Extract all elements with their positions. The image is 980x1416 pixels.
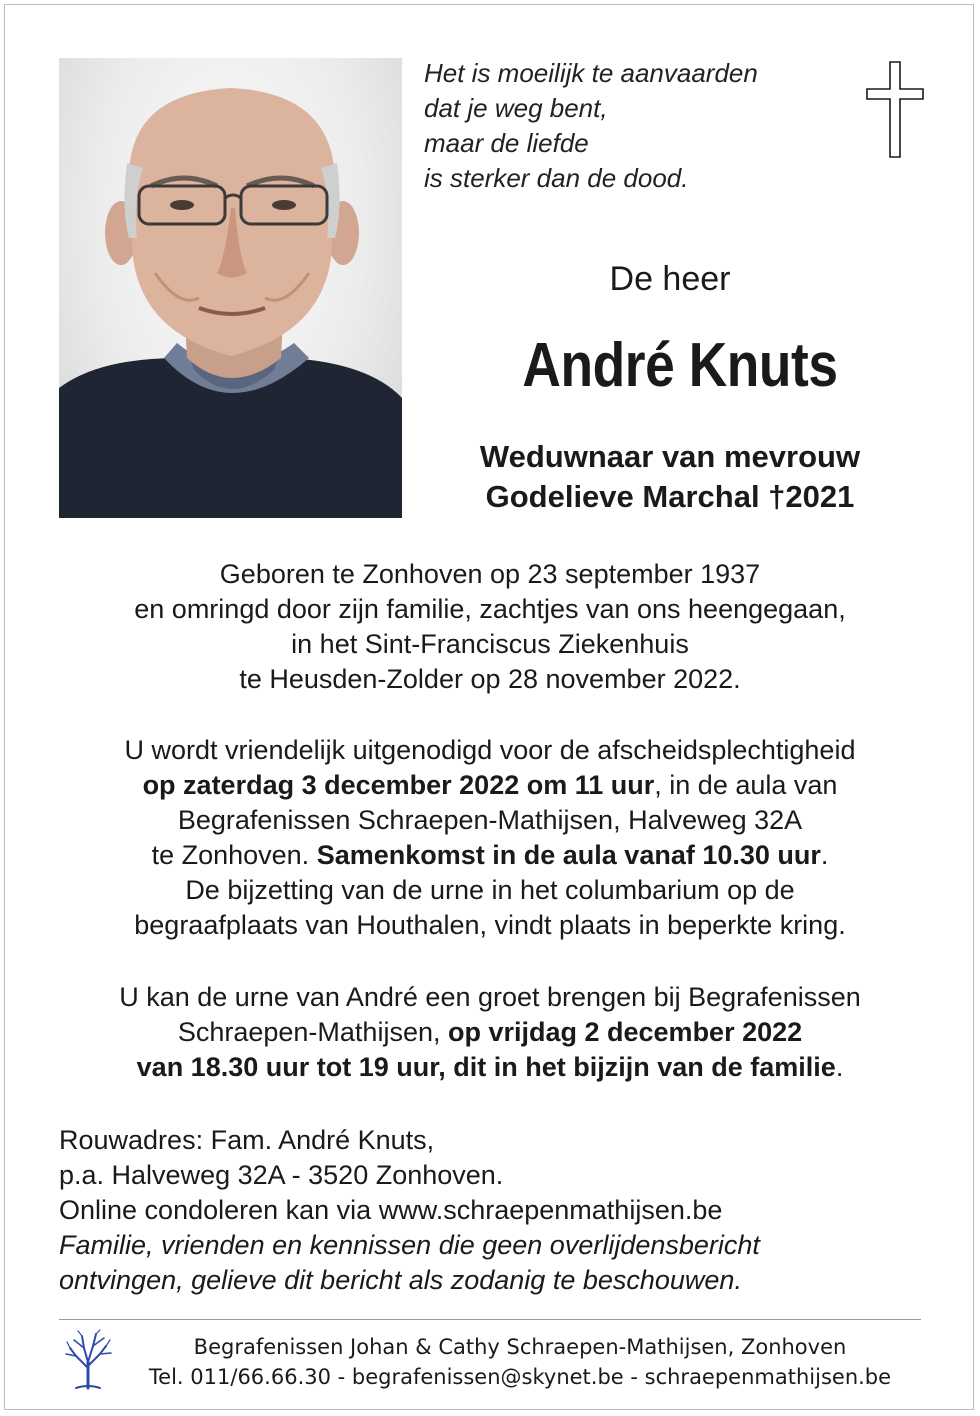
cross-icon [866, 61, 924, 158]
ceremony-info [20, 733, 960, 943]
ceremony-text: . [820, 840, 829, 870]
ceremony-line: U wordt vriendelijk uitgenodigd voor de afscheidsplechtigheid [124, 735, 856, 765]
address-line: Rouwadres: Fam. André Knuts, [59, 1125, 435, 1155]
ceremony-line: Begrafenissen Schraepen-Mathijsen, Halveweg 32A [177, 805, 803, 835]
birth-death-info [20, 557, 960, 697]
notice-line: ontvingen, gelieve dit bericht als zodanig te beschouwen. [59, 1265, 742, 1295]
ceremony-line [20, 768, 960, 803]
funeral-home-footer [100, 1332, 940, 1392]
poem-line: Het is moeilijk te aanvaarden [424, 58, 758, 88]
poem-line: dat je weg bent, [424, 93, 608, 123]
funeral-home-name: Begrafenissen Johan & Cathy Schraepen-Mathijsen, Zonhoven [193, 1335, 847, 1359]
info-line: te Heusden-Zolder op 28 november 2022. [239, 664, 741, 694]
widow-statement [420, 437, 920, 517]
contact-info [59, 1123, 939, 1298]
visit-text: . [835, 1052, 844, 1082]
ceremony-line: begraafplaats van Houthalen, vindt plaats in beperkte kring. [134, 910, 846, 940]
gathering-time: Samenkomst in de aula vanaf 10.30 uur [316, 840, 821, 870]
visit-line [20, 1050, 960, 1085]
widow-line: Weduwnaar van mevrouw [479, 439, 861, 474]
funeral-home-contact: Tel. 011/66.66.30 - begrafenissen@skynet.be - schraepenmathijsen.be [148, 1365, 892, 1389]
info-line: Geboren te Zonhoven op 23 september 1937 [219, 559, 761, 589]
ceremony-line: De bijzetting van de urne in het columbarium op de [185, 875, 795, 905]
address-line: p.a. Halveweg 32A - 3520 Zonhoven. [59, 1160, 504, 1190]
poem-line: is sterker dan de dood. [424, 163, 689, 193]
visit-date: op vrijdag 2 december 2022 [447, 1017, 803, 1047]
deceased-name: André Knuts [522, 331, 838, 400]
ceremony-text: , in de aula van [654, 770, 838, 800]
honorific: De heer [609, 260, 731, 298]
portrait-photo [59, 58, 402, 518]
ceremony-date: op zaterdag 3 december 2022 om 11 uur [142, 770, 655, 800]
poem-line: maar de liefde [424, 128, 589, 158]
visit-time: van 18.30 uur tot 19 uur, dit in het bijzijn van de familie [136, 1052, 836, 1082]
visit-text: Schraepen-Mathijsen, [177, 1017, 448, 1047]
visit-line: U kan de urne van André een groet brengen bij Begrafenissen [119, 982, 861, 1012]
widow-line: Godelieve Marchal †2021 [485, 479, 855, 514]
online-condolence: Online condoleren kan via www.schraepenmathijsen.be [59, 1195, 723, 1225]
ceremony-text: te Zonhoven. [151, 840, 317, 870]
memorial-poem [424, 56, 854, 196]
info-line: en omringd door zijn familie, zachtjes van ons heengegaan, [134, 594, 846, 624]
ceremony-line [20, 838, 960, 873]
footer-divider [59, 1319, 921, 1320]
visit-line [20, 1015, 960, 1050]
info-line: in het Sint-Franciscus Ziekenhuis [291, 629, 689, 659]
visit-info [20, 980, 960, 1085]
notice-line: Familie, vrienden en kennissen die geen overlijdensbericht [59, 1230, 760, 1260]
